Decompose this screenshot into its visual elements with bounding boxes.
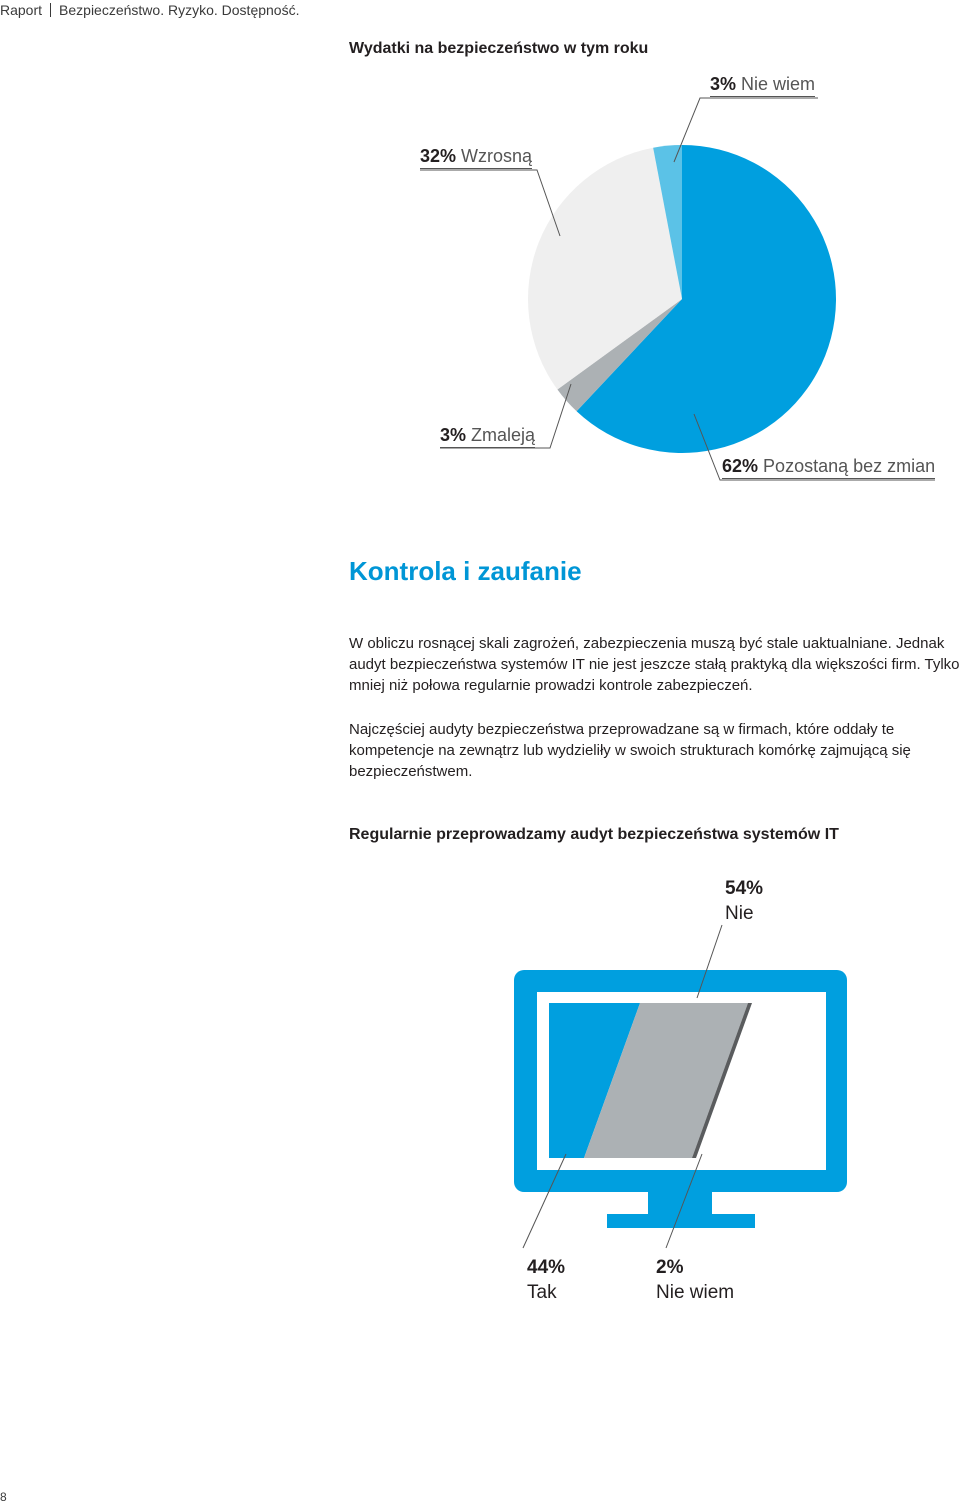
label-zmaleja: [440, 425, 535, 448]
label-bez-zmian: [722, 456, 935, 479]
label-nie-wiem-2: [656, 1255, 734, 1305]
paragraph-2: Najczęściej audyty bezpieczeństwa przeprowadzane są w firmach, które oddały te kompetencje na zewnątrz lub wydzieliły w swoich strukturach komórkę zajmującą się bezpieczeństwem.: [349, 721, 911, 780]
paragraph-1: W obliczu rosnącej skali zagrożeń, zabezpieczenia muszą być stale uaktualniane. Jednak audyt bezpieczeństwa systemów IT nie jest jeszcze stałą praktyką dla większości firm. Tylko mniej niż połowa regularnie prowadzi kontrole zabezpieczeń.: [349, 635, 960, 694]
label-tak-pct: 44%: [527, 1257, 566, 1278]
label-bez-zmian-pct: 62%: [722, 456, 759, 476]
label-nie-wiem-pct: 3%: [710, 74, 737, 94]
page-number: 8: [0, 1490, 7, 1504]
label-wzrosna: [420, 146, 532, 169]
label-wzrosna-pct: 32%: [420, 146, 457, 166]
header-subtitle: Bezpieczeństwo. Ryzyko. Dostępność.: [59, 2, 300, 18]
monitor-icon: [514, 970, 847, 1228]
label-nie-wiem-name: Nie wiem: [741, 74, 816, 94]
pie-chart: [528, 145, 836, 453]
section-title: Kontrola i zaufanie: [349, 556, 582, 586]
label-nie-wiem-2-pct: 2%: [656, 1257, 684, 1278]
label-tak: [527, 1255, 565, 1305]
label-nie-wiem-2-name: Nie wiem: [656, 1282, 735, 1303]
label-zmaleja-name: Zmaleją: [471, 425, 536, 445]
label-wzrosna-name: Wzrosną: [461, 146, 533, 166]
header-report: Raport: [0, 2, 43, 18]
leader-wzrosna: [420, 170, 560, 236]
label-nie: [725, 876, 763, 926]
label-nie-wiem: [710, 74, 815, 97]
label-zmaleja-pct: 3%: [440, 425, 467, 445]
pie-chart-title: Wydatki na bezpieczeństwo w tym roku: [349, 40, 649, 57]
label-nie-name: Nie: [725, 903, 754, 924]
monitor-base: [607, 1214, 755, 1228]
label-tak-name: Tak: [527, 1282, 557, 1303]
label-bez-zmian-name: Pozostaną bez zmian: [763, 456, 936, 476]
monitor-chart-title: Regularnie przeprowadzamy audyt bezpieczeństwa systemów IT: [349, 826, 839, 843]
label-nie-pct: 54%: [725, 878, 764, 899]
